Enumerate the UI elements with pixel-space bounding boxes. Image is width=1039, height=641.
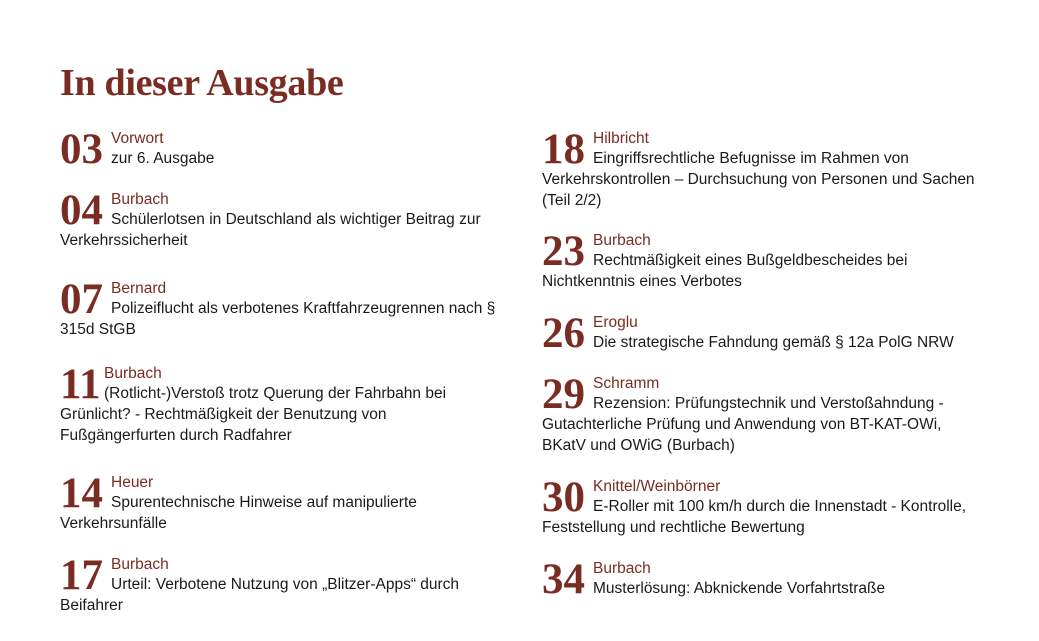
article-title: Urteil: Verbotene Nutzung von „Blitzer-Apps“ durch Beifahrer xyxy=(60,576,460,614)
page-number: 07 xyxy=(60,276,103,323)
article-title: Eingriffsrechtliche Befugnisse im Rahmen von Verkehrskontrollen – Durchsuchung von Personen und Sachen (Teil 2/2) xyxy=(542,150,975,209)
author-label: Burbach xyxy=(104,365,162,382)
author-label: Schramm xyxy=(593,375,660,392)
toc-entry[interactable] xyxy=(542,556,987,603)
page-number: 34 xyxy=(542,556,585,603)
article-title: zur 6. Ausgabe xyxy=(111,150,215,167)
author-label: Knittel/Weinbörner xyxy=(593,478,721,495)
author-label: Burbach xyxy=(593,560,651,577)
toc-entry[interactable] xyxy=(60,552,500,616)
article-title: E-Roller mit 100 km/h durch die Innenstadt - Kontrolle, Feststellung und rechtliche Bewertung xyxy=(542,498,967,536)
article-title: Schülerlotsen in Deutschland als wichtiger Beitrag zur Verkehrssicherheit xyxy=(60,211,481,249)
article-title: (Rotlicht-)Verstoß trotz Querung der Fahrbahn bei Grünlicht? - Rechtmäßigkeit der Benutzung von Fußgängerfurten durch Radfahrer xyxy=(60,385,447,444)
page-number: 18 xyxy=(542,126,585,173)
toc-entry[interactable] xyxy=(60,126,500,173)
page-number: 04 xyxy=(60,187,103,234)
page-number: 11 xyxy=(60,361,101,408)
page-number: 26 xyxy=(542,310,585,357)
article-title: Spurentechnische Hinweise auf manipulierte Verkehrsunfälle xyxy=(60,494,417,532)
page-number: 03 xyxy=(60,126,103,173)
author-label: Eroglu xyxy=(593,314,638,331)
toc-entry[interactable] xyxy=(542,228,987,292)
article-title: Musterlösung: Abknickende Vorfahrtstraße xyxy=(593,580,886,597)
author-label: Bernard xyxy=(111,280,167,297)
author-label: Hilbricht xyxy=(593,130,649,147)
page-title: In dieser Ausgabe xyxy=(60,62,344,104)
toc-entry[interactable] xyxy=(542,371,987,456)
page-number: 23 xyxy=(542,228,585,275)
article-title: Rezension: Prüfungstechnik und Verstoßahndung - Gutachterliche Prüfung und Anwendung von BT-KAT-OWi, BKatV und OWiG (Burbach) xyxy=(542,395,944,454)
author-label: Heuer xyxy=(111,474,154,491)
page-number: 30 xyxy=(542,474,585,521)
toc-entry[interactable] xyxy=(542,126,987,211)
author-label: Burbach xyxy=(111,556,169,573)
toc-entry[interactable] xyxy=(60,361,500,446)
article-title: Polizeiflucht als verbotenes Kraftfahrzeugrennen nach § 315d StGB xyxy=(60,300,496,338)
page-number: 29 xyxy=(542,371,585,418)
article-title: Die strategische Fahndung gemäß § 12a PolG NRW xyxy=(593,334,954,351)
toc-entry[interactable] xyxy=(60,187,500,251)
page-number: 17 xyxy=(60,552,103,599)
toc-entry[interactable] xyxy=(60,470,500,534)
article-title: Rechtmäßigkeit eines Bußgeldbescheides bei Nichtkenntnis eines Verbotes xyxy=(542,252,908,290)
author-label: Burbach xyxy=(111,191,169,208)
author-label: Burbach xyxy=(593,232,651,249)
author-label: Vorwort xyxy=(111,130,164,147)
toc-entry[interactable] xyxy=(542,310,987,357)
toc-entry[interactable] xyxy=(542,474,987,538)
page-number: 14 xyxy=(60,470,103,517)
toc-entry[interactable] xyxy=(60,276,500,340)
